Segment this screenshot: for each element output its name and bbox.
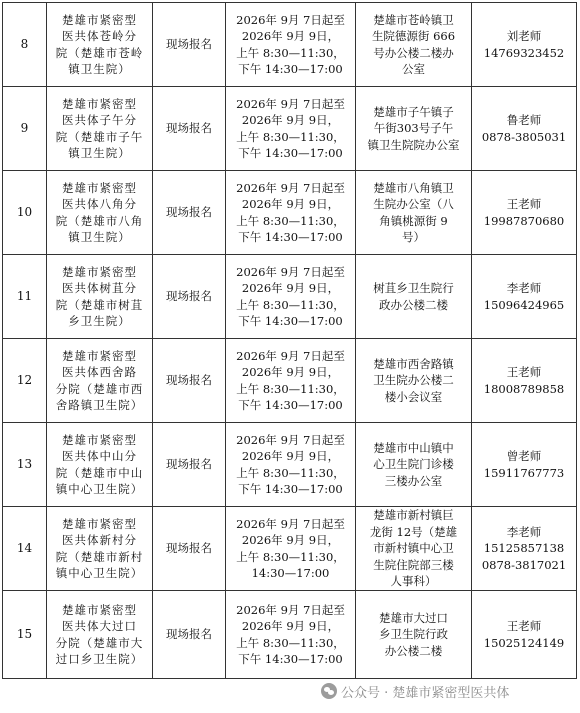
registration-time-line: 2026年 9月 9日， bbox=[241, 281, 340, 295]
registration-time-line: 下午 14:30—17:00 bbox=[238, 482, 343, 496]
contact-name: 王老师 bbox=[506, 365, 542, 379]
hospital-name-line: 医共体苍岭分 bbox=[62, 29, 137, 43]
registration-time bbox=[226, 591, 356, 679]
hospital-name bbox=[47, 171, 153, 255]
hospital-name-line: 医共体八角分 bbox=[62, 197, 137, 211]
registration-time-line: 2026年 9月 9日， bbox=[241, 113, 340, 127]
contact bbox=[472, 591, 577, 679]
row-index: 11 bbox=[3, 255, 47, 339]
registration-time bbox=[226, 507, 356, 591]
hospital-name-line: 分院（楚雄市大 bbox=[55, 635, 144, 650]
registration-time-line: 上午 8:30—11:30， bbox=[236, 465, 345, 480]
contact-name: 曾老师 bbox=[506, 449, 542, 463]
registration-address-line: 生院办公室（八 bbox=[373, 197, 454, 211]
registration-address-line: 午街303号子午 bbox=[373, 121, 454, 136]
hospital-name-line: 医共体新村分 bbox=[62, 533, 137, 547]
hospital-name-line: 分院（楚雄市西 bbox=[55, 381, 144, 396]
contact bbox=[472, 171, 577, 255]
recruitment-table bbox=[2, 2, 577, 679]
contact bbox=[472, 255, 577, 339]
row-index: 10 bbox=[3, 171, 47, 255]
hospital-name bbox=[47, 507, 153, 591]
registration-time-line: 上午 8:30—11:30， bbox=[236, 549, 345, 564]
contact bbox=[472, 87, 577, 171]
registration-address-line: 楚雄市八角镇卫 bbox=[373, 180, 454, 195]
contact-phone: 15911767773 bbox=[483, 465, 565, 480]
hospital-name-line: 镇卫生院） bbox=[68, 146, 131, 160]
contact-name: 刘老师 bbox=[506, 29, 542, 43]
hospital-name-line: 乡卫生院） bbox=[68, 314, 131, 328]
contact-name: 王老师 bbox=[506, 619, 542, 633]
registration-time bbox=[226, 255, 356, 339]
registration-time-line: 上午 8:30—11:30， bbox=[236, 213, 345, 228]
hospital-name-line: 楚雄市紧密型 bbox=[62, 602, 137, 617]
registration-time-line: 2026年 9月 7日起至 bbox=[236, 264, 345, 279]
contact-name: 王老师 bbox=[506, 197, 542, 211]
registration-time-line: 上午 8:30—11:30， bbox=[236, 381, 345, 396]
contact-name: 李老师 bbox=[506, 281, 542, 295]
contact-phone: 18008789858 bbox=[483, 381, 565, 396]
registration-method: 现场报名 bbox=[153, 507, 226, 591]
registration-time bbox=[226, 3, 356, 87]
contact-name: 鲁老师 bbox=[506, 113, 542, 127]
hospital-name bbox=[47, 591, 153, 679]
registration-address bbox=[356, 87, 472, 171]
registration-method: 现场报名 bbox=[153, 339, 226, 423]
registration-time-line: 2026年 9月 7日起至 bbox=[236, 12, 345, 27]
registration-address-line: 楚雄市大过口 bbox=[379, 610, 448, 625]
hospital-name-line: 院（楚雄市子午 bbox=[55, 129, 144, 144]
registration-time-line: 下午 14:30—17:00 bbox=[238, 398, 343, 412]
table-row bbox=[3, 255, 577, 339]
registration-address-line: 号办公楼二楼办 bbox=[373, 45, 454, 60]
hospital-name-line: 医共体西舍路 bbox=[62, 365, 137, 379]
registration-address-line: 楚雄市子午镇子 bbox=[373, 104, 454, 119]
registration-time-line: 上午 8:30—11:30， bbox=[236, 635, 345, 650]
watermark-text: 公众号 · 楚雄市紧密型医共体 bbox=[341, 685, 510, 701]
hospital-name-line: 医共体大过口 bbox=[62, 619, 137, 633]
table-row bbox=[3, 507, 577, 591]
hospital-name-line: 院（楚雄市树苴 bbox=[55, 297, 144, 312]
registration-address-line: 心卫生院门诊楼 bbox=[373, 457, 454, 472]
registration-address-line: 乡卫生院行政 bbox=[379, 627, 448, 642]
registration-time-line: 下午 14:30—17:00 bbox=[238, 652, 343, 666]
registration-address-line: 市新村镇中心卫 bbox=[373, 541, 454, 556]
row-index: 14 bbox=[3, 507, 47, 591]
hospital-name-line: 院（楚雄市新村 bbox=[55, 549, 144, 564]
hospital-name bbox=[47, 423, 153, 507]
row-index: 12 bbox=[3, 339, 47, 423]
contact-phone: 0878-3817021 bbox=[481, 557, 567, 572]
registration-time-line: 下午 14:30—17:00 bbox=[238, 146, 343, 160]
registration-address-line: 龙街 12号（楚雄 bbox=[369, 524, 458, 539]
table-row bbox=[3, 171, 577, 255]
table-row bbox=[3, 339, 577, 423]
row-index: 9 bbox=[3, 87, 47, 171]
hospital-name-line: 舍路镇卫生院） bbox=[55, 398, 144, 412]
row-index: 13 bbox=[3, 423, 47, 507]
registration-address bbox=[356, 3, 472, 87]
registration-time-line: 2026年 9月 7日起至 bbox=[236, 432, 345, 447]
hospital-name-line: 楚雄市紧密型 bbox=[62, 96, 137, 111]
hospital-name-line: 院（楚雄市八角 bbox=[55, 213, 144, 228]
registration-address-line: 楚雄市苍岭镇卫 bbox=[373, 12, 454, 27]
registration-time-line: 下午 14:30—17:00 bbox=[238, 230, 343, 244]
registration-time-line: 上午 8:30—11:30， bbox=[236, 129, 345, 144]
registration-time-line: 2026年 9月 9日， bbox=[241, 365, 340, 379]
contact bbox=[472, 423, 577, 507]
registration-time-line: 上午 8:30—11:30， bbox=[236, 45, 345, 60]
hospital-name bbox=[47, 3, 153, 87]
registration-time-line: 下午 14:30—17:00 bbox=[238, 62, 343, 76]
registration-address-line: 公室 bbox=[402, 62, 425, 76]
registration-address-line: 生院住院部三楼 bbox=[373, 557, 454, 572]
registration-address bbox=[356, 171, 472, 255]
registration-time-line: 2026年 9月 7日起至 bbox=[236, 348, 345, 363]
registration-time-line: 2026年 9月 9日， bbox=[241, 29, 340, 43]
registration-address-line: 楚雄市西舍路镇 bbox=[373, 356, 454, 371]
hospital-name-line: 楚雄市紧密型 bbox=[62, 180, 137, 195]
registration-address-line: 人事科） bbox=[390, 574, 437, 589]
contact-phone: 14769323452 bbox=[483, 45, 565, 60]
contact bbox=[472, 507, 577, 591]
hospital-name-line: 镇卫生院） bbox=[68, 62, 131, 76]
registration-address bbox=[356, 423, 472, 507]
registration-method: 现场报名 bbox=[153, 423, 226, 507]
registration-address bbox=[356, 507, 472, 591]
row-index: 8 bbox=[3, 3, 47, 87]
registration-address-line: 政办公楼二楼 bbox=[379, 297, 448, 312]
contact-phone: 15096424965 bbox=[483, 297, 565, 312]
hospital-name-line: 楚雄市紧密型 bbox=[62, 12, 137, 27]
registration-time-line: 2026年 9月 9日， bbox=[241, 533, 340, 547]
hospital-name-line: 楚雄市紧密型 bbox=[62, 516, 137, 531]
registration-time-line: 2026年 9月 7日起至 bbox=[236, 96, 345, 111]
registration-time-line: 14:30—17:00 bbox=[251, 566, 330, 580]
registration-address-line: 卫生院办公楼二 bbox=[373, 373, 454, 388]
registration-address-line: 镇卫生院院办公室 bbox=[367, 137, 460, 152]
registration-address-line: 楚雄市新村镇巨 bbox=[373, 508, 454, 523]
hospital-name-line: 楚雄市紧密型 bbox=[62, 432, 137, 447]
registration-address-line: 号） bbox=[402, 230, 425, 244]
registration-time-line: 2026年 9月 7日起至 bbox=[236, 516, 345, 531]
registration-time-line: 上午 8:30—11:30， bbox=[236, 297, 345, 312]
registration-time bbox=[226, 171, 356, 255]
contact-phone: 15025124149 bbox=[483, 635, 565, 650]
hospital-name-line: 镇中心卫生院） bbox=[55, 566, 144, 580]
row-index: 15 bbox=[3, 591, 47, 679]
registration-time-line: 2026年 9月 7日起至 bbox=[236, 180, 345, 195]
hospital-name bbox=[47, 339, 153, 423]
registration-time bbox=[226, 423, 356, 507]
table-row bbox=[3, 423, 577, 507]
hospital-name-line: 院（楚雄市苍岭 bbox=[55, 45, 144, 60]
watermark bbox=[318, 680, 512, 702]
hospital-name-line: 镇中心卫生院） bbox=[55, 482, 144, 496]
registration-time bbox=[226, 87, 356, 171]
hospital-name-line: 院（楚雄市中山 bbox=[55, 465, 144, 480]
hospital-name-line: 楚雄市紧密型 bbox=[62, 264, 137, 279]
hospital-name-line: 过口乡卫生院） bbox=[55, 652, 144, 666]
registration-method: 现场报名 bbox=[153, 87, 226, 171]
hospital-name-line: 医共体子午分 bbox=[62, 113, 137, 127]
registration-address-line: 三楼办公室 bbox=[384, 473, 443, 488]
registration-address bbox=[356, 591, 472, 679]
hospital-name-line: 楚雄市紧密型 bbox=[62, 348, 137, 363]
registration-method: 现场报名 bbox=[153, 171, 226, 255]
registration-time-line: 2026年 9月 9日， bbox=[241, 619, 340, 633]
hospital-name-line: 医共体中山分 bbox=[62, 449, 137, 463]
registration-address-line: 楚雄市中山镇中 bbox=[373, 440, 454, 455]
registration-address-line: 树苴乡卫生院行 bbox=[373, 281, 454, 295]
registration-address-line: 办公楼二楼 bbox=[384, 643, 443, 658]
table-row bbox=[3, 87, 577, 171]
registration-method: 现场报名 bbox=[153, 591, 226, 679]
table-row bbox=[3, 3, 577, 87]
registration-address-line: 楼小会议室 bbox=[384, 389, 443, 404]
registration-time-line: 下午 14:30—17:00 bbox=[238, 314, 343, 328]
hospital-name bbox=[47, 255, 153, 339]
contact bbox=[472, 339, 577, 423]
registration-time-line: 2026年 9月 7日起至 bbox=[236, 602, 345, 617]
registration-time-line: 2026年 9月 9日， bbox=[241, 197, 340, 211]
registration-address-line: 角镇桃源街 9 bbox=[379, 213, 448, 228]
hospital-name bbox=[47, 87, 153, 171]
registration-time bbox=[226, 339, 356, 423]
registration-address bbox=[356, 339, 472, 423]
wechat-icon bbox=[321, 683, 337, 699]
registration-time-line: 2026年 9月 9日， bbox=[241, 449, 340, 463]
registration-address bbox=[356, 255, 472, 339]
registration-address-line: 生院德源街 666 bbox=[371, 29, 456, 43]
contact-phone: 19987870680 bbox=[483, 213, 565, 228]
registration-method: 现场报名 bbox=[153, 255, 226, 339]
registration-method: 现场报名 bbox=[153, 3, 226, 87]
contact-phone: 0878-3805031 bbox=[481, 129, 567, 144]
hospital-name-line: 医共体树苴分 bbox=[62, 281, 137, 295]
hospital-name-line: 镇卫生院） bbox=[68, 230, 131, 244]
contact-phone: 15125857138 bbox=[483, 541, 565, 556]
contact bbox=[472, 3, 577, 87]
table-row bbox=[3, 591, 577, 679]
contact-name: 李老师 bbox=[506, 524, 542, 539]
